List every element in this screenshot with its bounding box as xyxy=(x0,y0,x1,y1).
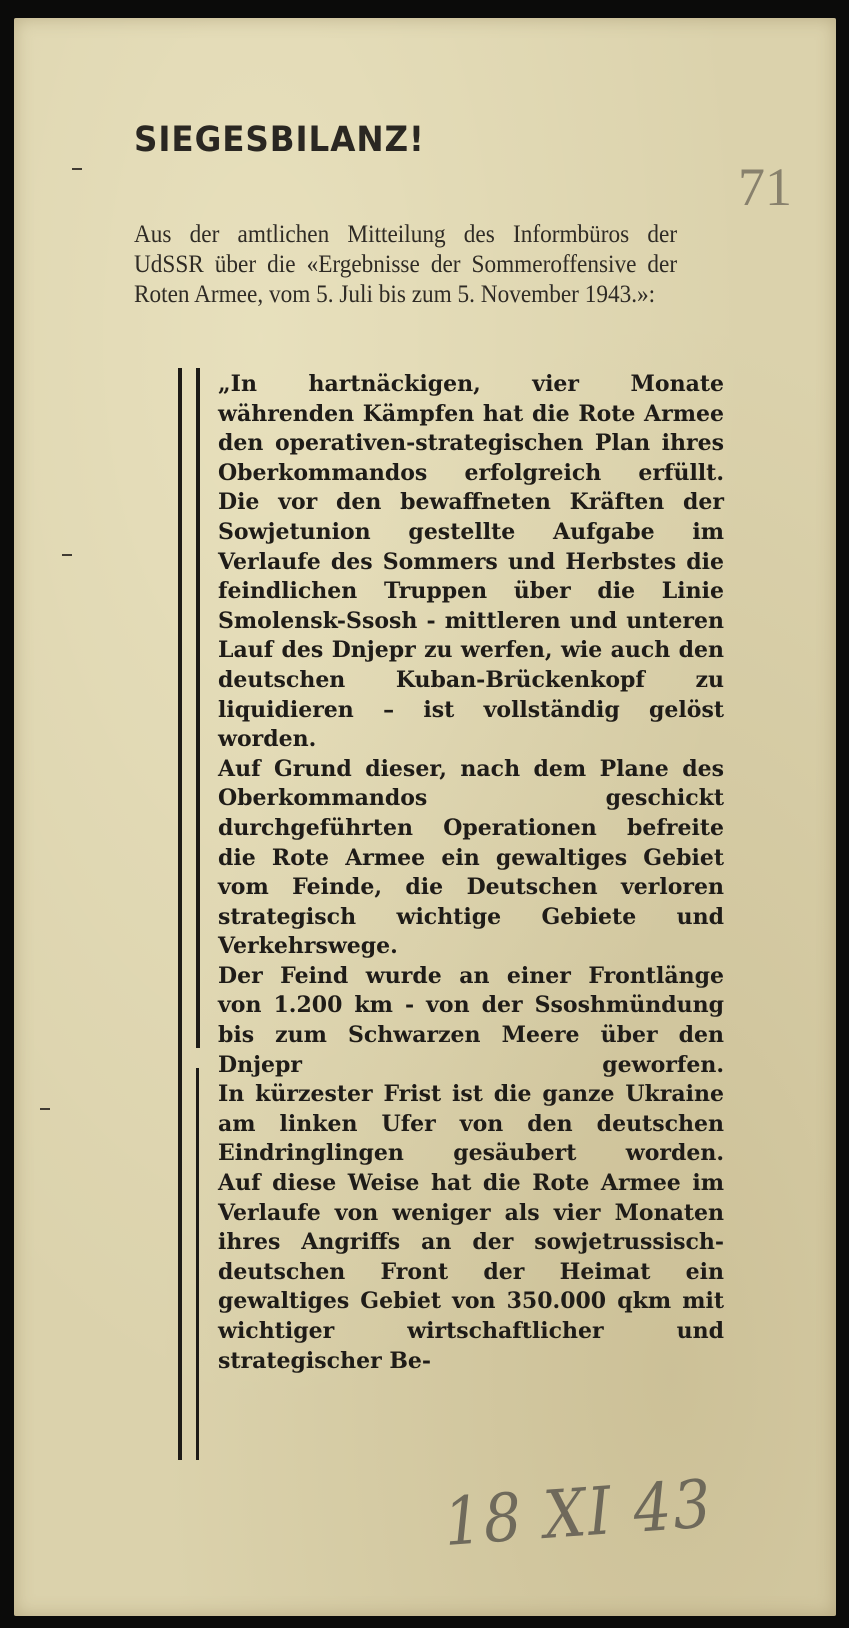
vertical-rule xyxy=(178,368,182,1460)
margin-tick xyxy=(72,168,82,170)
handwritten-date: 18 XI 43 xyxy=(441,1465,716,1561)
body-paragraph: Auf Grund dieser, nach dem Plane des Oberkommandos geschickt durchgeführten Operationen befreite die Rote Armee ein gewaltiges Gebiet vom Feinde, die Deutschen verloren strategisch wichtige Gebiete und Verkehrswege. xyxy=(218,755,724,960)
vertical-rule xyxy=(196,368,200,1048)
margin-mark: 71 xyxy=(738,157,792,217)
body-paragraph: In kürzester Frist ist die ganze Ukraine am linken Ufer von den deutschen Eindringlingen gesäubert worden. xyxy=(218,1081,724,1167)
newspaper-clipping xyxy=(14,18,836,1616)
body-paragraph: Auf diese Weise hat die Rote Armee im Verlaufe von weniger als vier Monaten ihres Angriffs an der sowjetrussisch-deutschen Front der Heimat ein gewaltiges Gebiet von 350.000 qkm mit wichtiger wirtschaftlicher und strategischer Be- xyxy=(218,1170,724,1374)
body-paragraph: „In hartnäckigen, vier Monate währenden Kämpfen hat die Rote Armee den operativen-strategischen Plan ihres Oberkommandos erfolgreich erfüllt. xyxy=(218,371,724,486)
margin-tick xyxy=(62,554,72,556)
body-paragraph: Die vor den bewaffneten Kräften der Sowjetunion gestellte Aufgabe im Verlaufe des Sommers und Herbstes die feindlichen Truppen über die Linie Smolensk-Ssosh - mittleren und unteren Lauf des Dnjepr zu werfen, wie auch den deutschen Kuban-Brückenkopf zu liquidieren – ist vollständig gelöst worden. xyxy=(218,489,724,753)
body-paragraph: Der Feind wurde an einer Frontlänge von 1.200 km - von der Ssoshmündung bis zum Schwarzen Meere über den Dnjepr geworfen. xyxy=(218,962,724,1078)
intro-paragraph: Aus der amtlichen Mitteilung des Informbüros der UdSSR über die «Ergebnisse der Sommeroffensive der Roten Armee, vom 5. Juli bis zum 5. November 1943.»: xyxy=(134,221,678,308)
margin-tick xyxy=(40,1108,50,1110)
vertical-rule xyxy=(196,1068,199,1460)
headline: SIEGESBILANZ! xyxy=(134,120,425,160)
article-body xyxy=(218,370,724,1376)
